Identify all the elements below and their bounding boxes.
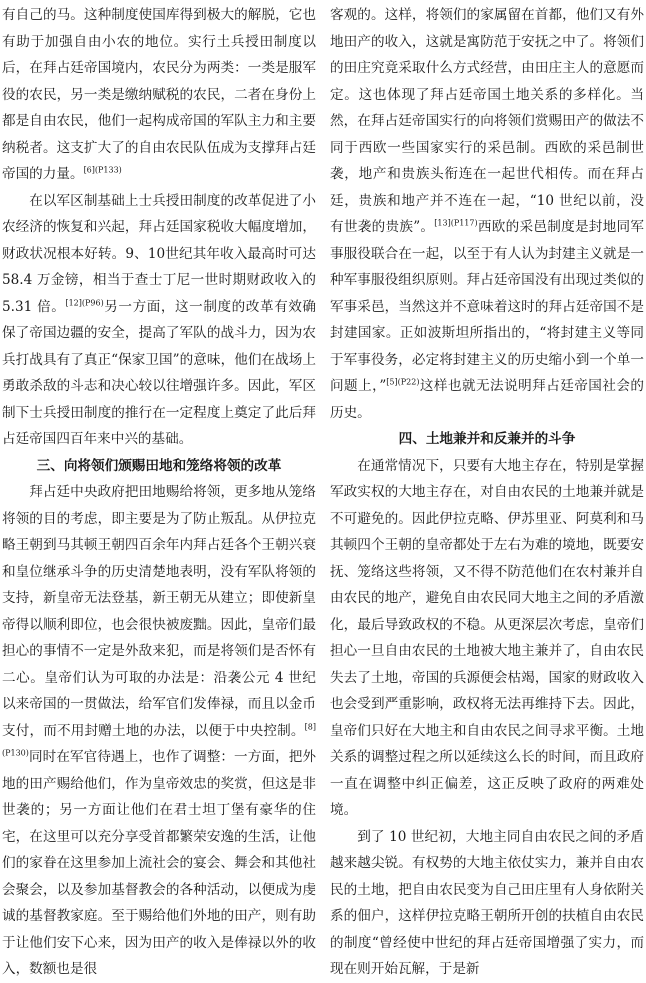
section-heading: 三、向将领们颁赐田地和笼络将领的改革 [36,457,282,474]
citation: [12](P96) [65,297,104,307]
paragraph: 拜占廷中央政府把田地赐给将领，更多地从笼络将领的目的考虑，即主要是为了防止叛乱。从伊拉克略王朝到马其顿王朝四百余年内拜占廷各个王朝兴衰和皇位继承斗争的历史清楚地表明，没有军队将领的支持，新皇帝无法登基，新王朝无从建立；即使新皇帝得以顺利即位，也会很快被废黜。因此，皇帝们最担心的事情不一定是外敌来犯，而是将领们是否怀有二心。皇帝们认为可取的办法是：沿袭公元 4 世纪以来帝国的一贯做法，给军官们发俸禄，而且以金币支付，而不用封赠土地的办法，以便于中央控制。$^{[8](P130)}$同时在军官待遇上，也作了调整：一方面，把外地的田产赐给他们，作为皇帝效忠的奖赏，但这是非世袭的；另一方面让他们在君士坦丁堡有豪华的住宅，在这里可以充分享受首都繁荣安逸的生活，让他们的家眷在这里参加上流社会的宴会、舞会和其他社会聚会，以及参加基督教会的各种活动，以便成为虔诚的基督教家庭。至于赐给他们外地的田产，则有助于让他们安下心来，因为田产的收入是俸禄以外的收入，数额也是很 [2,484,316,977]
paragraph: 到了 10 世纪初，大地主同自由农民之间的矛盾越来越尖锐。有权势的大地主依仗实力，兼并自由农民的土地，把自由农民变为自己田庄里有人身依附关系的佃户，这样伊拉克略王朝所开创的扶植自由农民的制度“曾经使中世纪的拜占廷帝国增强了实力，而现在则开始瓦解，于是新 [330,828,644,977]
paragraph: 有自己的马。这种制度使国库得到极大的解脱，它也有助于加强自由小农的地位。实行土兵授田制度以后，在拜占廷帝国境内，农民分为两类：一类是服军役的农民，另一类是缴纳赋税的农民，二者在身份上都是自由农民，他们一起构成帝国的军队主力和主要纳税者。这支扩大了的自由农民队伍成为支撑拜占廷帝国的力量。$^{[6](P133)}$ [2,7,316,182]
citation: [8](P130) [2,721,316,758]
citation: [6](P133) [83,165,122,175]
paragraph: 在以军区制基础上士兵授田制度的改革促进了小农经济的恢复和兴起，拜占廷国家税收大幅度增加，财政状况根本好转。9、10世纪其年收入最高时可达 58.4 万金镑，相当于查士丁尼一世时期财政收入的 5.31 倍。$^{[12](P96)}$另一方面，这一制度的改革有效确保了帝国边疆的安全，提高了军队的战斗力，因为农兵打战具有了真正“保家卫国”的意味，他们在战场上勇敢杀敌的斗志和决心较以往增强许多。因此，军区制下士兵授田制度的推行在一定程度上奠定了此后拜占廷帝国四百年来中兴的基础。 [2,192,317,447]
left-column [2,2,317,977]
right-column [330,2,644,977]
citation: [13](P117) [434,218,478,228]
citation: [5](P22) [386,377,420,387]
section-heading: 四、土地兼并和反兼并的斗争 [398,431,576,447]
paragraph: 客观的。这样，将领们的家属留在首都，他们又有外地田产的收入，这就是寓防范于安抚之中了。将领们的田庄究竟采取什么方式经营，由田庄主人的意愿而定。这也体现了拜占廷帝国土地关系的多样化。当然，在拜占廷帝国实行的向将领们赏赐田产的做法不同于西欧一些国家实行的采邑制。西欧的采邑制世袭，地产和贵族头衔连在一起世代相传。而在拜占廷，贵族和地产并不连在一起，“10 世纪以前，没有世袭的贵族”。$^{[13](P117)}$西欧的采邑制度是封地同军事服役联合在一起，以至于有人认为封建主义就是一种军事服役组织原则。拜占廷帝国没有出现过类似的军事采邑，当然这并不意味着这时的拜占廷帝国不是封建国家。正如波斯坦所指出的，“将封建主义等同于军事役务，必定将封建主义的历史缩小到一个单一问题上，”$^{[5](P22)}$这样也就无法说明拜占廷帝国社会的历史。 [330,7,644,421]
paragraph: 在通常情况下，只要有大地主存在，特别是掌握军政实权的大地主存在，对自由农民的土地兼并就是不可避免的。因此伊拉克略、伊苏里亚、阿莫利和马其顿四个王朝的皇帝都处于左右为难的境地，既要安抚、笼络这些将领，又不得不防范他们在农村兼并自由农民的地产，避免自由农民同大地主之间的矛盾激化，最后导致政权的不稳。从更深层次考虑，皇帝们担心一旦自由农民的土地被大地主兼并了，自由农民失去了土地，帝国的兵源便会枯竭，国家的财政收入也会受到严重影响，政权将无法再维持下去。因此，皇帝们只好在大地主和自由农民之间寻求平衡。土地关系的调整过程之所以延续这么长的时间，而且政府一直在调整中纠正偏差，这正反映了政府的两难处境。 [330,457,644,818]
